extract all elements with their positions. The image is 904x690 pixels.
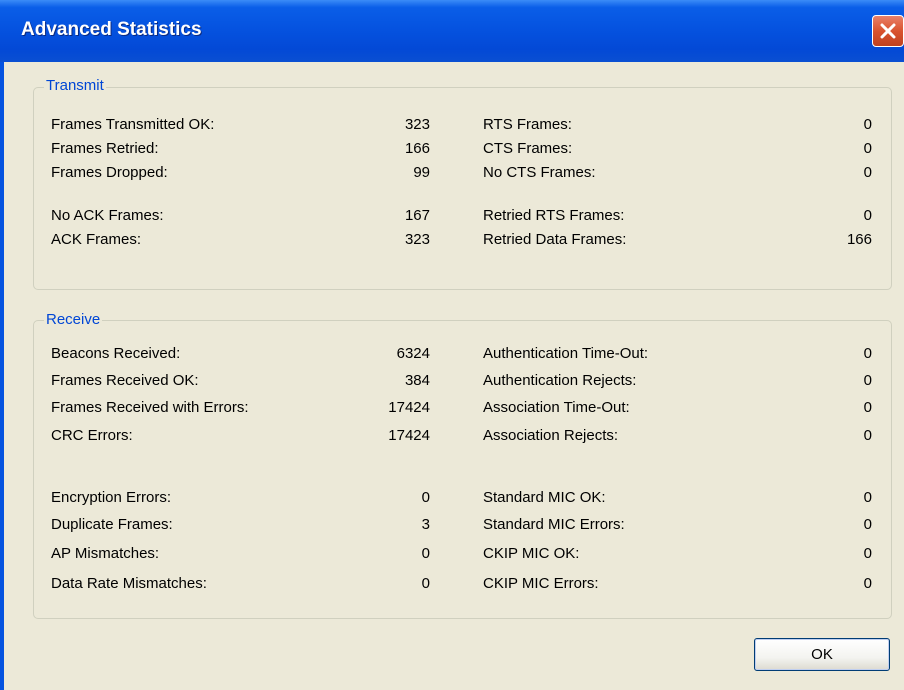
- stat-value: 99: [413, 164, 430, 181]
- stat-value: 166: [404, 140, 430, 157]
- stat-label: Encryption Errors:: [51, 489, 172, 506]
- stat-value: 0: [863, 489, 872, 506]
- stat-value: 0: [863, 399, 872, 416]
- stat-value: 0: [863, 116, 872, 133]
- stat-label: CTS Frames:: [483, 140, 573, 157]
- stat-value: 323: [404, 116, 430, 133]
- stat-label: Standard MIC Errors:: [483, 516, 625, 533]
- stat-value: 0: [863, 545, 872, 562]
- stat-label: Frames Received with Errors:: [51, 399, 249, 416]
- stat-value: 166: [846, 231, 872, 248]
- stat-value: 0: [863, 207, 872, 224]
- stat-value: 3: [421, 516, 430, 533]
- stat-value: 17424: [388, 399, 430, 416]
- stat-value: 0: [421, 489, 430, 506]
- stat-value: 0: [863, 140, 872, 157]
- close-icon: [879, 22, 897, 40]
- stat-label: Frames Retried:: [51, 140, 159, 157]
- stat-value: 0: [863, 575, 872, 592]
- stat-value: 384: [404, 372, 430, 389]
- stat-label: No ACK Frames:: [51, 207, 164, 224]
- stat-label: Association Time-Out:: [483, 399, 630, 416]
- stat-value: 6324: [396, 345, 430, 362]
- stat-label: Data Rate Mismatches:: [51, 575, 207, 592]
- receive-legend: Receive: [46, 311, 101, 328]
- stat-label: Duplicate Frames:: [51, 516, 173, 533]
- stat-label: Authentication Time-Out:: [483, 345, 649, 362]
- stat-label: RTS Frames:: [483, 116, 572, 133]
- stat-label: Frames Received OK:: [51, 372, 199, 389]
- stat-label: ACK Frames:: [51, 231, 142, 248]
- stat-label: CRC Errors:: [51, 427, 133, 444]
- stat-value: 17424: [388, 427, 430, 444]
- stat-label: Frames Dropped:: [51, 164, 168, 181]
- stat-value: 167: [404, 207, 430, 224]
- stat-label: CKIP MIC OK:: [483, 545, 580, 562]
- title-bar[interactable]: [0, 0, 904, 62]
- stat-value: 0: [863, 516, 872, 533]
- stat-label: AP Mismatches:: [51, 545, 160, 562]
- stat-value: 0: [421, 545, 430, 562]
- ok-button[interactable]: OK: [754, 638, 890, 671]
- stat-label: Frames Transmitted OK:: [51, 116, 215, 133]
- stat-label: Standard MIC OK:: [483, 489, 606, 506]
- stat-label: Beacons Received:: [51, 345, 181, 362]
- stat-value: 0: [863, 345, 872, 362]
- window-title: Advanced Statistics: [21, 19, 202, 40]
- close-button[interactable]: [872, 15, 904, 47]
- transmit-legend: Transmit: [46, 77, 104, 94]
- stat-value: 0: [863, 164, 872, 181]
- stat-label: Authentication Rejects:: [483, 372, 637, 389]
- stat-value: 0: [863, 372, 872, 389]
- stat-label: No CTS Frames:: [483, 164, 596, 181]
- stat-label: CKIP MIC Errors:: [483, 575, 599, 592]
- stat-value: 323: [404, 231, 430, 248]
- stat-label: Retried RTS Frames:: [483, 207, 625, 224]
- stat-label: Retried Data Frames:: [483, 231, 627, 248]
- stat-label: Association Rejects:: [483, 427, 619, 444]
- stat-value: 0: [863, 427, 872, 444]
- stat-value: 0: [421, 575, 430, 592]
- window-frame: [0, 62, 4, 690]
